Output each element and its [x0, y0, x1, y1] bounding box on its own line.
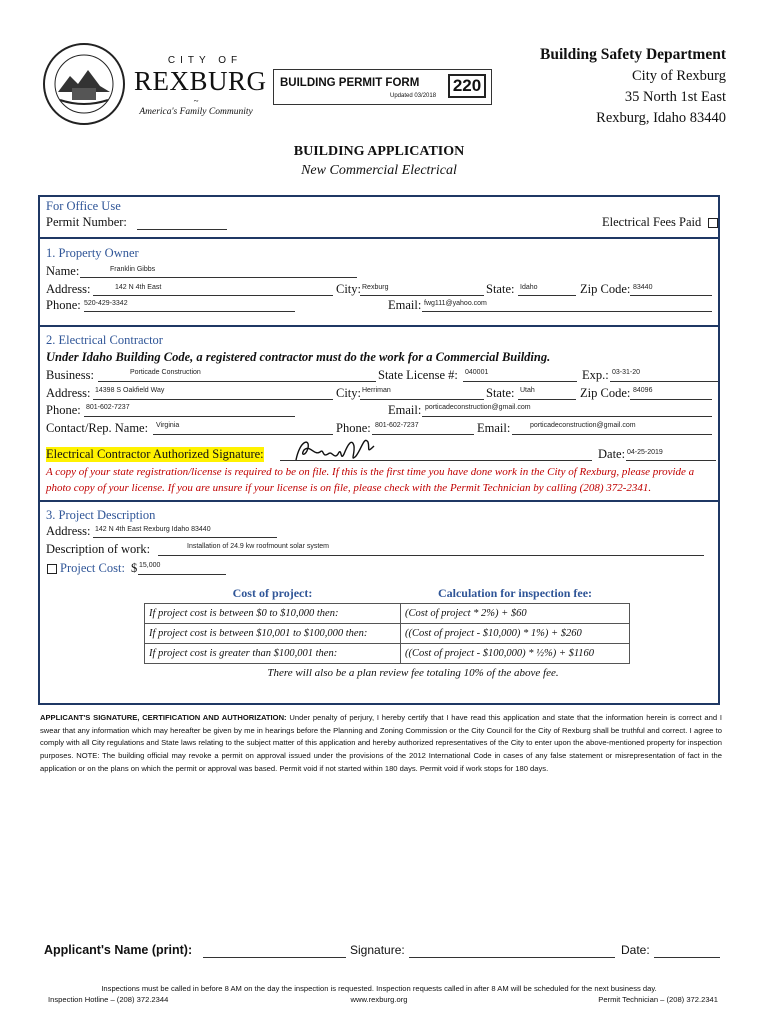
owner-zip-value: 83440 [633, 284, 653, 291]
applicant-name-field[interactable] [203, 956, 346, 958]
contractor-notice: Under Idaho Building Code, a registered contractor must do the work for a Commercial Building. [46, 350, 551, 364]
owner-phone-label: Phone: [46, 298, 81, 312]
contractor-city-value: Herriman [362, 387, 391, 394]
page-subtitle: New Commercial Electrical [301, 163, 457, 178]
applicant-date-label: Date: [621, 943, 650, 957]
property-owner-heading: 1. Property Owner [46, 246, 139, 260]
contractor-state-value: Utah [520, 387, 535, 394]
owner-city-value: Rexburg [362, 284, 389, 291]
city-seal-icon [42, 42, 126, 126]
exp-value: 03-31-20 [612, 369, 641, 376]
fee-calc-cell: (Cost of project * 2%) + $60 [401, 604, 630, 624]
work-description-field[interactable] [158, 554, 704, 556]
contact-email-value: porticadeconstruction@gmail.com [530, 422, 636, 429]
contact-phone-label: Phone: [336, 421, 371, 435]
owner-phone-field[interactable] [84, 310, 295, 312]
owner-state-field[interactable] [518, 294, 576, 296]
contact-email-field[interactable] [512, 433, 712, 435]
fee-table-row [145, 644, 630, 664]
fee-calc-cell: ((Cost of project - $10,000) * 1%) + $260 [401, 624, 630, 644]
department-city: City of Rexburg [632, 68, 726, 84]
project-description-heading: 3. Project Description [46, 508, 156, 522]
exp-field[interactable] [610, 380, 718, 382]
project-cost-value: 15,000 [139, 562, 161, 569]
business-label: Business: [46, 368, 94, 382]
owner-zip-label: Zip Code: [580, 282, 631, 296]
owner-email-label: Email: [388, 298, 422, 312]
contractor-heading: 2. Electrical Contractor [46, 333, 163, 347]
project-cost-currency: $ [131, 561, 138, 575]
contractor-email-label: Email: [388, 403, 422, 417]
contractor-phone-field[interactable] [84, 415, 295, 417]
office-use-heading: For Office Use [46, 199, 121, 213]
certification-text [40, 712, 722, 776]
fee-table [144, 584, 630, 664]
inspection-hotline: Inspection Hotline – (208) 372.2344 [48, 995, 169, 1004]
permit-number-field[interactable] [137, 228, 227, 230]
owner-phone-value: 520-429-3342 [84, 300, 128, 307]
electrical-fees-label: Electrical Fees Paid [602, 215, 702, 229]
contractor-address-field[interactable] [93, 398, 333, 400]
contact-phone-value: 801-602-7237 [375, 422, 419, 429]
applicant-signature-field[interactable] [409, 956, 615, 958]
license-warning: A copy of your state registration/license is required to be on file. If this is the first time you have done work in the City of Rexburg, please provide a photo copy of your license. If you are unsure if your license is on file, please check with the Permit Technician by calling (208) 372-2341. [46, 466, 695, 494]
owner-address-value: 142 N 4th East [115, 284, 162, 291]
owner-address-label: Address: [46, 282, 91, 296]
owner-email-value: fwg111@yahoo.com [424, 300, 487, 307]
contractor-address-value: 14398 S Oakfield Way [95, 387, 165, 394]
project-address-label: Address: [46, 524, 91, 538]
department-block [540, 44, 726, 129]
checkbox-icon[interactable] [708, 218, 718, 228]
handwritten-signature-icon [292, 432, 382, 466]
contractor-date-label: Date: [598, 447, 626, 461]
contractor-city-field[interactable] [360, 398, 484, 400]
permit-technician: Permit Technician – (208) 372.2341 [598, 995, 718, 1004]
license-label: State License #: [378, 368, 458, 382]
owner-city-field[interactable] [360, 294, 484, 296]
department-street: 35 North 1st East [624, 89, 726, 105]
permit-number-label: Permit Number: [46, 215, 127, 229]
fee-col-calc-header: Calculation for inspection fee: [401, 584, 630, 604]
owner-name-label: Name: [46, 264, 80, 278]
owner-name-value: Franklin Gibbs [110, 266, 156, 273]
owner-address-field[interactable] [93, 294, 333, 296]
contact-name-label: Contact/Rep. Name: [46, 421, 149, 435]
exp-label: Exp.: [582, 368, 609, 382]
form-title-box [273, 69, 492, 105]
contractor-signature-label: Electrical Contractor Authorized Signature: [46, 447, 264, 461]
contact-email-label: Email: [477, 421, 511, 435]
fee-calc-cell: ((Cost of project - $100,000) * ½%) + $1160 [401, 644, 630, 664]
contractor-email-value: porticadeconstruction@gmail.com [425, 404, 531, 411]
certification-body: Under penalty of perjury, I hereby certify that I have read this application and state that the information herein is correct and I swear that any information which may hereafter be given by me in hearings before the Planning and Zoning Commission or the City Council for the City of Rexburg shall be truthful and correct. I agree to comply with all City regulations and State laws relating to the subject matter of this application and hereby authorized representatives of the City to enter upon the above-mentioned property for inspection purposes. NOTE: The building official may revoke a permit on approval issued under the provisions of the 2012 International Code in cases of any false statement or misrepresentation of fact in the application or on the plans on which the permit or approval was based. Permit void if not started within 180 days. Permit void if work stops for 180 days. [40, 713, 722, 773]
contractor-date-value: 04-25-2019 [627, 449, 663, 456]
applicant-signature-label: Signature: [350, 943, 405, 957]
contact-phone-field[interactable] [372, 433, 474, 435]
contractor-state-label: State: [486, 386, 515, 400]
contractor-zip-label: Zip Code: [580, 386, 631, 400]
work-description-label: Description of work: [46, 542, 151, 556]
contractor-zip-value: 84096 [633, 387, 653, 394]
fee-table-header [145, 584, 630, 604]
license-value: 040001 [465, 369, 489, 376]
applicant-date-field[interactable] [654, 956, 720, 958]
logo-ornament: ~ [193, 96, 199, 106]
section-divider [38, 500, 720, 502]
contractor-state-field[interactable] [518, 398, 576, 400]
contractor-date-field[interactable] [626, 459, 716, 461]
project-cost-label: Project Cost: [60, 561, 125, 575]
form-updated: Updated 03/2018 [390, 93, 437, 99]
section-divider [38, 237, 720, 239]
form-title: BUILDING PERMIT FORM [280, 77, 420, 89]
license-field[interactable] [463, 380, 577, 382]
fee-cost-cell: If project cost is between $10,001 to $100,000 then: [145, 624, 401, 644]
contractor-city-label: City: [336, 386, 362, 400]
applicant-name-label: Applicant's Name (print): [44, 943, 193, 957]
business-field[interactable] [98, 380, 376, 382]
owner-city-label: City: [336, 282, 362, 296]
owner-state-label: State: [486, 282, 515, 296]
city-name-logo: REXBURG [134, 66, 267, 96]
owner-email-field[interactable] [422, 310, 712, 312]
contractor-email-field[interactable] [422, 415, 712, 417]
section-divider [38, 325, 720, 327]
contractor-phone-label: Phone: [46, 403, 81, 417]
contractor-address-label: Address: [46, 386, 91, 400]
owner-state-value: Idaho [520, 284, 538, 291]
fee-col-cost-header: Cost of project: [145, 584, 401, 604]
city-of-label: CITY OF [167, 55, 243, 66]
footer-notice: Inspections must be called in before 8 AM on the day the inspection is requested. Inspection requests called in after 8 AM will be scheduled for the next business day. [101, 984, 657, 993]
form-number: 220 [448, 74, 486, 98]
owner-zip-field[interactable] [630, 294, 712, 296]
fee-table-row [145, 624, 630, 644]
project-address-field[interactable] [93, 536, 277, 538]
city-tagline: America's Family Community [139, 107, 253, 117]
business-value: Porticade Construction [130, 369, 201, 376]
contractor-zip-field[interactable] [630, 398, 712, 400]
fee-cost-cell: If project cost is greater than $100,001 then: [145, 644, 401, 664]
project-address-value: 142 N 4th East Rexburg Idaho 83440 [95, 526, 211, 533]
owner-name-field[interactable] [80, 276, 357, 278]
work-description-value: Installation of 24.9 kw roofmount solar system [187, 543, 330, 550]
plan-review-note: There will also be a plan review fee totaling 10% of the above fee. [267, 667, 559, 679]
project-cost-field[interactable] [138, 573, 226, 575]
department-citystate: Rexburg, Idaho 83440 [596, 110, 726, 126]
contractor-phone-value: 801-602-7237 [86, 404, 130, 411]
fee-table-row [145, 604, 630, 624]
website-link[interactable]: www.rexburg.org [350, 995, 408, 1004]
fee-cost-cell: If project cost is between $0 to $10,000 then: [145, 604, 401, 624]
certification-lead: APPLICANT'S SIGNATURE, CERTIFICATION AND AUTHORIZATION: [40, 713, 287, 722]
checkbox-icon[interactable] [47, 564, 57, 574]
page-title: BUILDING APPLICATION [293, 144, 465, 159]
contact-name-value: Virginia [156, 422, 180, 429]
department-name: Building Safety Department [540, 46, 726, 63]
